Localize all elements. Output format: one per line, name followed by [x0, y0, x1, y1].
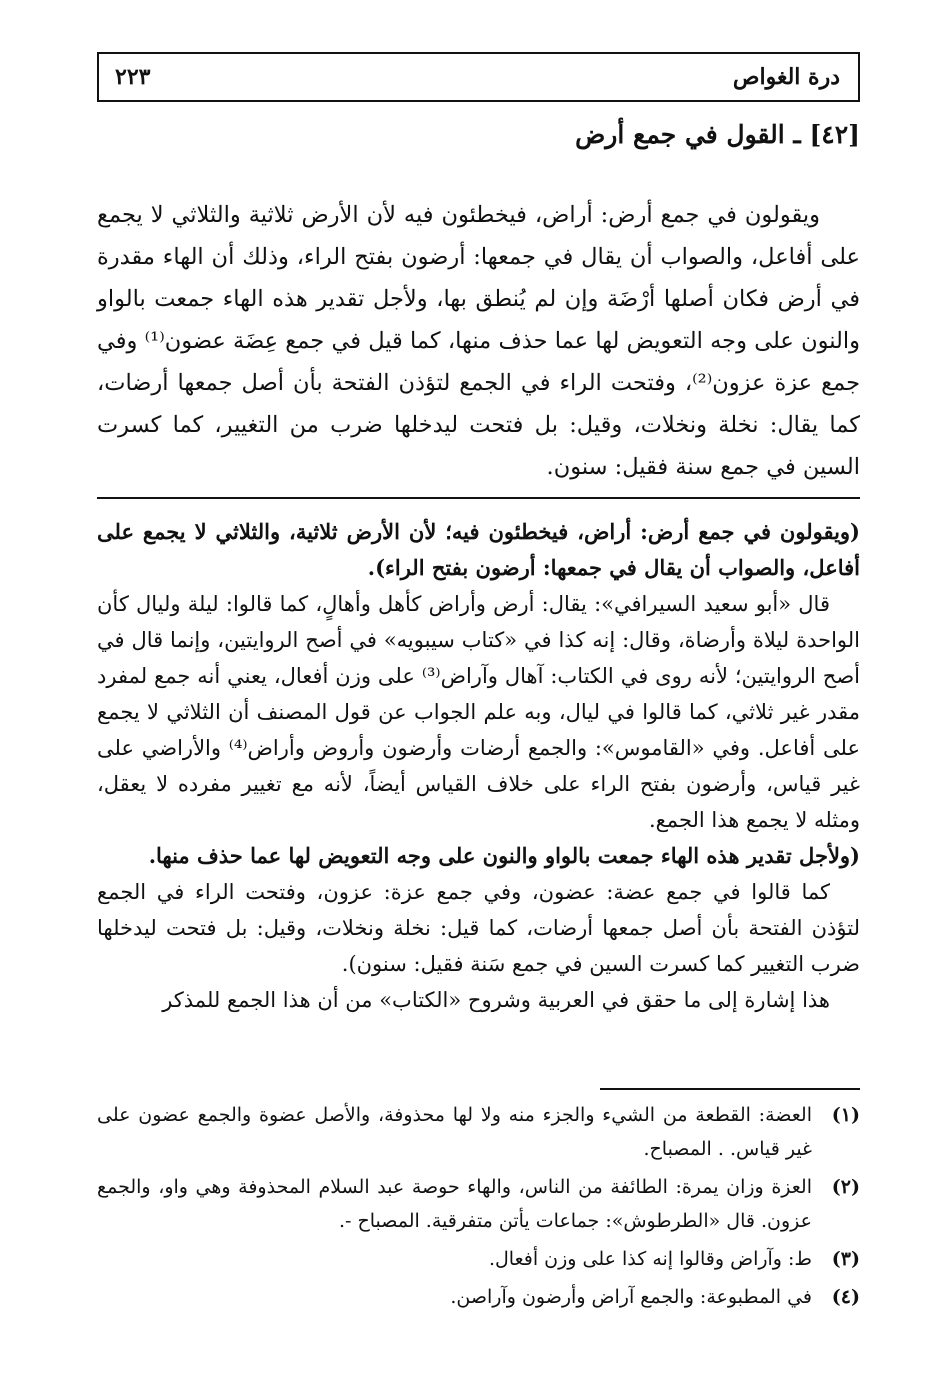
main-text	[97, 194, 860, 488]
section-title: [٤٢] ـ القول في جمع أرض	[575, 120, 860, 149]
header-title: درة الغواص	[732, 64, 840, 90]
main-paragraph: ويقولون في جمع أرض: أراض، فيخطئون فيه لأن الأرض ثلاثية والثلاثي لا يجمع على أفاعل، والصواب أن يقال في جمعها: أرضون بفتح الراء، وذلك أن الهاء مقدرة في أرض فكان أصلها أرْضَة وإن لم يُنطق بها، ولأجل تقدير هذه الهاء جمعت بالواو والنون على وجه التعويض لها عما حذف منها، كما قيل في جمع عِضَة عضون⁽¹⁾ وفي جمع عزة عزون⁽²⁾، وفتحت الراء في الجمع لتؤذن الفتحة بأن أصل جمعها أرضات، كما يقال: نخلة ونخلات، وقيل: بل فتحت ليدخلها ضرب من التغيير، كما كسرت السين في جمع سنة فقيل: سنون.	[97, 202, 860, 480]
footnote-text: العزة وزان يمرة: الطائفة من الناس، والهاء حوصة عبد السلام المحذوفة وهي واو، والجمع عزون. قال «الطرطوش»: جماعات يأتن متفرقية. المصباح -.	[97, 1176, 812, 1232]
footnote-number: (٢)	[831, 1176, 860, 1198]
footnote-number: (٣)	[831, 1248, 860, 1270]
commentary-paragraph: كما قالوا في جمع عضة: عضون، وفي جمع عزة: عزون، وفتحت الراء في الجمع لتؤذن الفتحة بأن أصل جمعها أرضات، كما قيل: نخلة ونخلات، وقيل: بل فتحت ليدخلها ضرب التغيير كما كسرت السين في جمع سَنة فقيل: سنون).	[97, 880, 860, 976]
footnote-text: ط: وآراض وقالوا إنه كذا على وزن أفعال.	[488, 1248, 812, 1270]
text-commentary-divider	[97, 497, 860, 499]
commentary-paragraph: هذا إشارة إلى ما حقق في العربية وشروح «الكتاب» من أن هذا الجمع للمذكر	[162, 988, 830, 1012]
running-header	[97, 52, 860, 102]
footnote	[97, 1170, 860, 1238]
footnote	[97, 1242, 860, 1276]
page-number: ٢٢٣	[115, 64, 151, 90]
commentary-paragraph: قال «أبو سعيد السيرافي»: يقال: أرض وأراض كأهل وأهالٍ، كما قالوا: ليلة وليال كأن الواحدة ليلاة وأرضاة، وقال: إنه كذا في «كتاب سيبويه» في أصح الروايتين، وإنما قال في أصح الروايتين؛ لأنه روى في الكتاب: آهال وآراض⁽³⁾ على وزن أفعال، يعني أنه جمع لمفرد مقدر غير ثلاثي، كما قالوا في ليال، وبه علم الجواب عن قول المصنف أن الثلاثي لا يجمع على أفاعل. وفي «القاموس»: والجمع أرضات وأرضون وأروض وأراض⁽⁴⁾ والأراضي على غير قياس، وأرضون بفتح الراء على خلاف القياس أيضاً، لأنه مع تغيير مفرده لا يعقل، ومثله لا يجمع هذا الجمع.	[97, 592, 860, 832]
footnote-text: العضة: القطعة من الشيء والجزء منه ولا لها محذوفة، والأصل عضوة والجمع عضون على غير قياس. . المصباح.	[97, 1104, 812, 1160]
footnotes	[97, 1098, 860, 1318]
commentary-quote: (ولأجل تقدير هذه الهاء جمعت بالواو والنون على وجه التعويض لها عما حذف منها.	[148, 843, 860, 868]
footnote-separator	[600, 1088, 860, 1090]
commentary	[97, 514, 860, 1018]
footnote-text: في المطبوعة: والجمع آراض وأرضون وآراصن.	[450, 1286, 812, 1308]
commentary-quote: (ويقولون في جمع أرض: أراض، فيخطئون فيه؛ لأن الأرض ثلاثية، والثلاثي لا يجمع على أفاعل، والصواب أن يقال في جمعها: أرضون بفتح الراء).	[97, 519, 860, 580]
footnote	[97, 1098, 860, 1166]
footnote	[97, 1280, 860, 1314]
footnote-number: (٤)	[831, 1286, 860, 1308]
footnote-number: (١)	[831, 1104, 860, 1126]
